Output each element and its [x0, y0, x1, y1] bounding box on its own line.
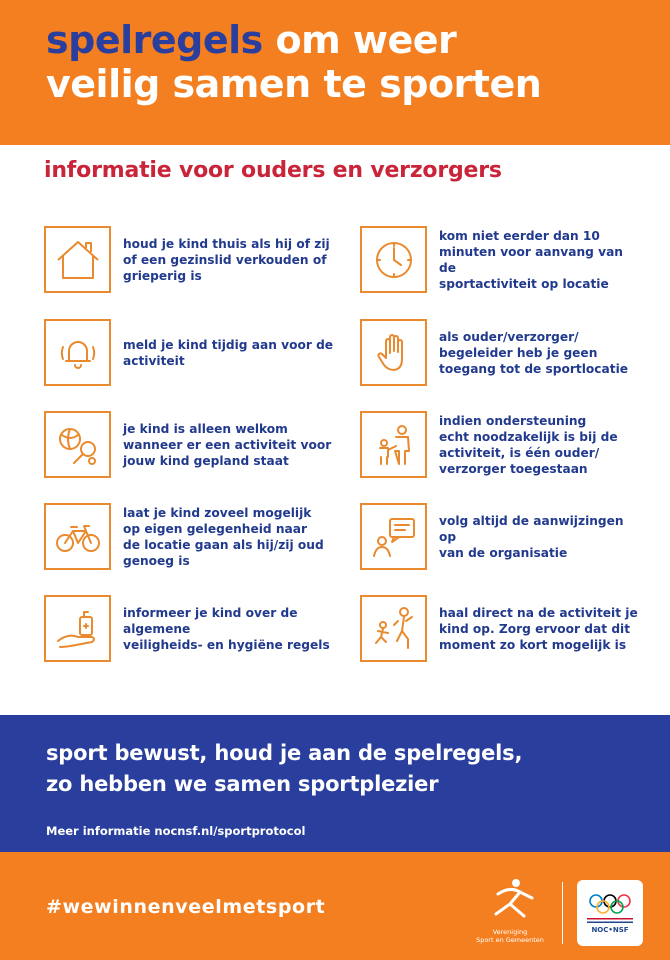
parent-child-icon — [360, 411, 427, 478]
olympic-rings-icon — [586, 892, 634, 916]
slogan-band — [0, 715, 670, 852]
rule-item — [360, 411, 660, 478]
hand-sanitizer-icon — [44, 595, 111, 662]
bicycle-icon — [44, 503, 111, 570]
vsg-logo — [470, 876, 550, 946]
rule-text: laat je kind zoveel mogelijk op eigen gelegenheid naar de locatie gaan als hij/zij oud genoeg is — [123, 505, 324, 568]
slogan-line-2: zo hebben we samen sportplezier — [46, 772, 439, 796]
noc-nsf-logo — [577, 880, 643, 946]
rule-text: je kind is alleen welkom wanneer er een activiteit voor jouw kind gepland staat — [123, 421, 332, 468]
hashtag: #wewinnenveelmetsport — [46, 896, 326, 918]
rule-item — [360, 226, 660, 293]
rule-text: volg altijd de aanwijzingen op van de organisatie — [439, 513, 624, 560]
rule-text: indien ondersteuning echt noodzakelijk is bij de activiteit, is één ouder/ verzorger toegestaan — [439, 413, 618, 476]
rule-text: informeer je kind over de algemene veiligheids- en hygiëne regels — [123, 605, 330, 652]
rule-text: houd je kind thuis als hij of zij of een gezinslid verkouden of grieperig is — [123, 236, 330, 283]
logo-divider — [562, 882, 563, 944]
footer — [0, 852, 670, 960]
more-info-link[interactable]: Meer informatie nocnsf.nl/sportprotocol — [46, 824, 306, 838]
vsg-name: Vereniging Sport en Gemeenten — [476, 928, 544, 944]
rule-item — [360, 503, 660, 570]
rule-item — [44, 503, 344, 570]
rule-item — [44, 319, 344, 386]
rule-text: haal direct na de activiteit je kind op. Zorg ervoor dat dit moment zo kort mogelijk is — [439, 605, 638, 652]
rule-item — [360, 319, 660, 386]
clock-icon — [360, 226, 427, 293]
rule-item — [44, 595, 344, 662]
title-line-1 — [46, 18, 670, 62]
stop-hand-icon — [360, 319, 427, 386]
rule-text: meld je kind tijdig aan voor de activiteit — [123, 337, 334, 368]
rule-text: kom niet eerder dan 10 minuten voor aanvang van de sportactiviteit op locatie — [439, 228, 623, 291]
rule-text: als ouder/verzorger/ begeleider heb je geen toegang tot de sportlocatie — [439, 329, 629, 376]
title-line-2: veilig samen te sporten — [46, 62, 542, 106]
vsg-runner-icon — [480, 876, 540, 924]
speech-instructions-icon — [360, 503, 427, 570]
title-highlight: spelregels — [46, 18, 263, 62]
house-icon — [44, 226, 111, 293]
header-banner — [0, 0, 670, 145]
bell-icon — [44, 319, 111, 386]
rule-item — [44, 411, 344, 478]
title-line-1-rest: om weer — [262, 18, 457, 62]
sports-balls-icon — [44, 411, 111, 478]
slogan-line-1: sport bewust, houd je aan de spelregels, — [46, 741, 523, 765]
running-people-icon — [360, 595, 427, 662]
subtitle: informatie voor ouders en verzorgers — [44, 158, 502, 183]
noc-nsf-label: NOC•NSF — [591, 926, 629, 934]
rule-item — [360, 595, 660, 662]
rule-item — [44, 226, 344, 293]
dutch-flag-stripes — [587, 918, 633, 923]
